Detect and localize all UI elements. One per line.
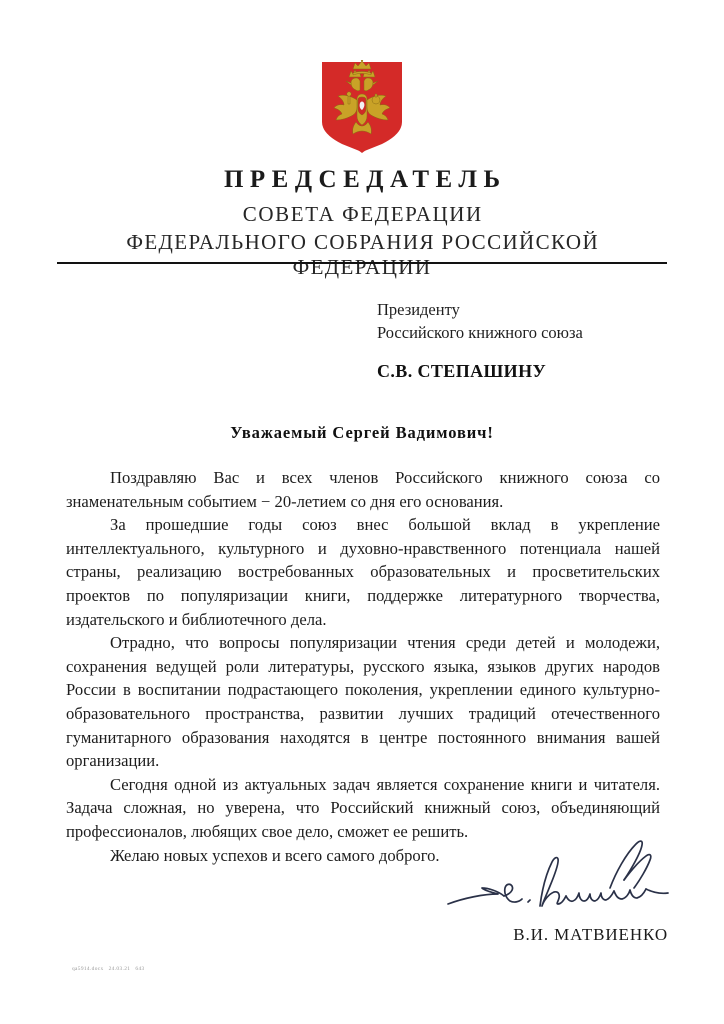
emblem-container (0, 60, 724, 153)
russian-coat-of-arms-icon (320, 60, 404, 153)
body-paragraph-2: За прошедшие годы союз внес большой вклад в укрепление интеллектуального, культурного и духовно-нравственного потенциала нашей страны, реализацию востребованных образовательных и просветительских проектов по популяризации книги, поддержке литературного творчества, издательского и библиотечного дела. (66, 515, 660, 629)
body-paragraph-5: Желаю новых успехов и всего самого доброго. (110, 845, 440, 865)
signer-name: В.И. МАТВИЕНКО (513, 925, 668, 944)
letterhead-subtitle-2: ФЕДЕРАЛЬНОГО СОБРАНИЯ РОССИЙСКОЙ ФЕДЕРАЦИИ (126, 229, 600, 279)
body-paragraph-1: Поздравляю Вас и всех членов Российского книжного союза со знаменательным событием − 20-летием со дня его основания. (66, 468, 660, 511)
letterhead-subtitle-1: СОВЕТА ФЕДЕРАЦИИ (242, 201, 483, 226)
letterhead-title: ПРЕДСЕДАТЕЛЬ (223, 166, 507, 193)
signature-container (440, 836, 680, 928)
addressee-name: С.В. СТЕПАШИНУ (377, 361, 547, 381)
body-paragraph-3: Отрадно, что вопросы популяризации чтения среди детей и молодежи, сохранения ведущей роли литературы, русского языка, языков других народов России в воспитании подрастающего поколения, укреплении единого культурно-образовательного пространства, развитии лучших традиций отечественного гуманитарного образования находятся в центре постоянного внимания вашей организации. (66, 633, 660, 771)
salutation: Уважаемый Сергей Вадимович! (230, 423, 494, 442)
letter-body (66, 466, 660, 867)
addressee-title-line-1: Президенту (377, 300, 460, 319)
header-divider (57, 262, 667, 264)
handwritten-signature-icon (440, 836, 680, 928)
addressee-block (377, 298, 677, 345)
body-paragraph-4: Сегодня одной из актуальных задач является сохранение книги и читателя. Задача сложная, но уверена, что Российский книжный союз, объединяющий профессионалов, любящих свое дело, сможет ее решить. (66, 774, 660, 841)
document-reference-footer: qa5914.docx 24.03.21 643 (72, 966, 145, 972)
addressee-title-line-2: Российского книжного союза (377, 323, 583, 343)
